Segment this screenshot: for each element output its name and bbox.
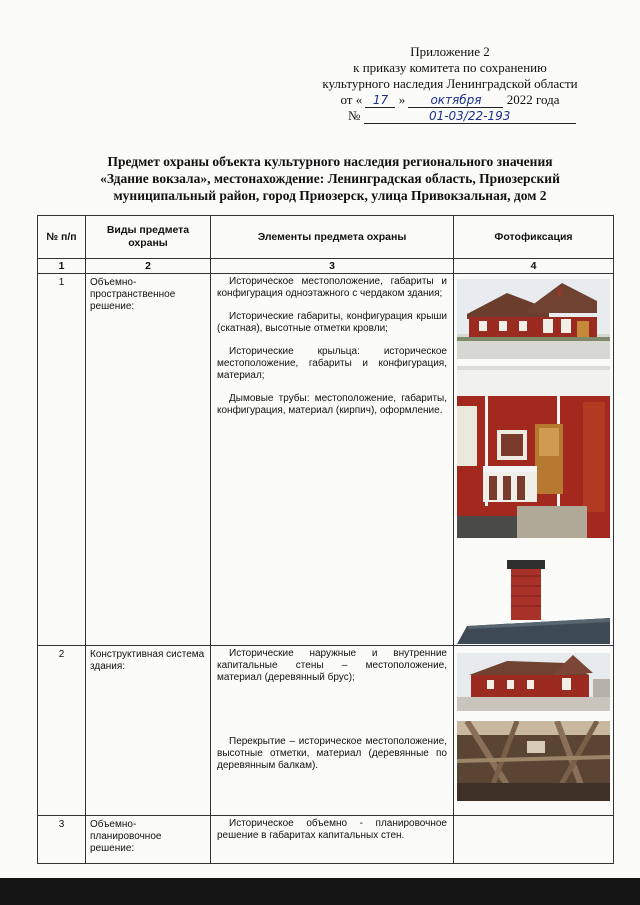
element-text: Исторические габариты, конфигурация крыши (скатная), высотные отметки кровли; bbox=[217, 311, 447, 334]
protection-table bbox=[37, 215, 614, 864]
element-text: Дымовые трубы: местоположение, габариты, конфигурация, материал (кирпич), оформление. bbox=[217, 393, 447, 416]
col-number-1: 1 bbox=[38, 259, 86, 274]
row-type: Объемно-пространственное решение: bbox=[86, 274, 211, 646]
date-mid: » bbox=[398, 92, 406, 107]
row-elements bbox=[211, 646, 454, 816]
row-photos bbox=[454, 816, 614, 864]
row-type: Конструктивная система здания: bbox=[86, 646, 211, 816]
table-row bbox=[38, 816, 614, 864]
element-text: Историческое местоположение, габариты и конфигурация одноэтажного с чердаком здания; bbox=[217, 276, 447, 299]
column-number-row bbox=[38, 259, 614, 274]
header-number: № п/п bbox=[38, 216, 86, 259]
element-text: Историческое объемно - планировочное решение в габаритах капитальных стен. bbox=[217, 818, 447, 841]
date-month: октября bbox=[408, 93, 503, 108]
table-header-row bbox=[38, 216, 614, 259]
row-number: 1 bbox=[38, 274, 86, 646]
appendix-number-line bbox=[300, 108, 600, 124]
date-prefix: от « bbox=[340, 92, 363, 107]
header-photos: Фотофиксация bbox=[454, 216, 614, 259]
col-number-4: 4 bbox=[454, 259, 614, 274]
header-elements: Элементы предмета охраны bbox=[211, 216, 454, 259]
row-elements bbox=[211, 816, 454, 864]
col-number-3: 3 bbox=[211, 259, 454, 274]
element-text: Исторические крыльца: историческое местоположение, габариты и конфигурация, материал; bbox=[217, 346, 447, 381]
row-photos bbox=[454, 646, 614, 816]
document-title bbox=[60, 153, 600, 204]
row-number: 3 bbox=[38, 816, 86, 864]
building-side-photo bbox=[457, 653, 610, 711]
element-text: Исторические наружные и внутренние капитальные стены – местоположение, материал (деревянный брус); bbox=[217, 648, 447, 683]
title-line-1: Предмет охраны объекта культурного наследия регионального значения bbox=[107, 154, 553, 169]
number-value: 01-03/22-193 bbox=[364, 109, 576, 124]
number-prefix: № bbox=[348, 108, 361, 123]
appendix-line-2: к приказу комитета по сохранению bbox=[353, 60, 547, 75]
date-year: 2022 года bbox=[506, 92, 560, 107]
station-building-photo bbox=[457, 279, 610, 359]
appendix-line-3: культурного наследия Ленинградской области bbox=[322, 76, 578, 91]
row-photos bbox=[454, 274, 614, 646]
col-number-2: 2 bbox=[86, 259, 211, 274]
attic-beams-photo bbox=[457, 721, 610, 801]
porch-photo bbox=[457, 366, 610, 538]
appendix-date-line bbox=[300, 92, 600, 108]
date-day: 17 bbox=[365, 93, 395, 108]
title-line-3: муниципальный район, город Приозерск, улица Привокзальная, дом 2 bbox=[113, 188, 547, 203]
table-row bbox=[38, 274, 614, 646]
header-type: Виды предмета охраны bbox=[86, 216, 211, 259]
row-type: Объемно-планировочное решение: bbox=[86, 816, 211, 864]
scan-edge bbox=[0, 878, 640, 905]
appendix-header bbox=[300, 44, 600, 124]
row-elements bbox=[211, 274, 454, 646]
chimney-photo bbox=[457, 556, 610, 644]
table-row bbox=[38, 646, 614, 816]
title-line-2: «Здание вокзала», местонахождение: Ленинградская область, Приозерский bbox=[100, 171, 560, 186]
row-number: 2 bbox=[38, 646, 86, 816]
appendix-line-1: Приложение 2 bbox=[410, 44, 490, 59]
element-text: Перекрытие – историческое местоположение, высотные отметки, материал (деревянные по деревянным балкам). bbox=[217, 736, 447, 771]
